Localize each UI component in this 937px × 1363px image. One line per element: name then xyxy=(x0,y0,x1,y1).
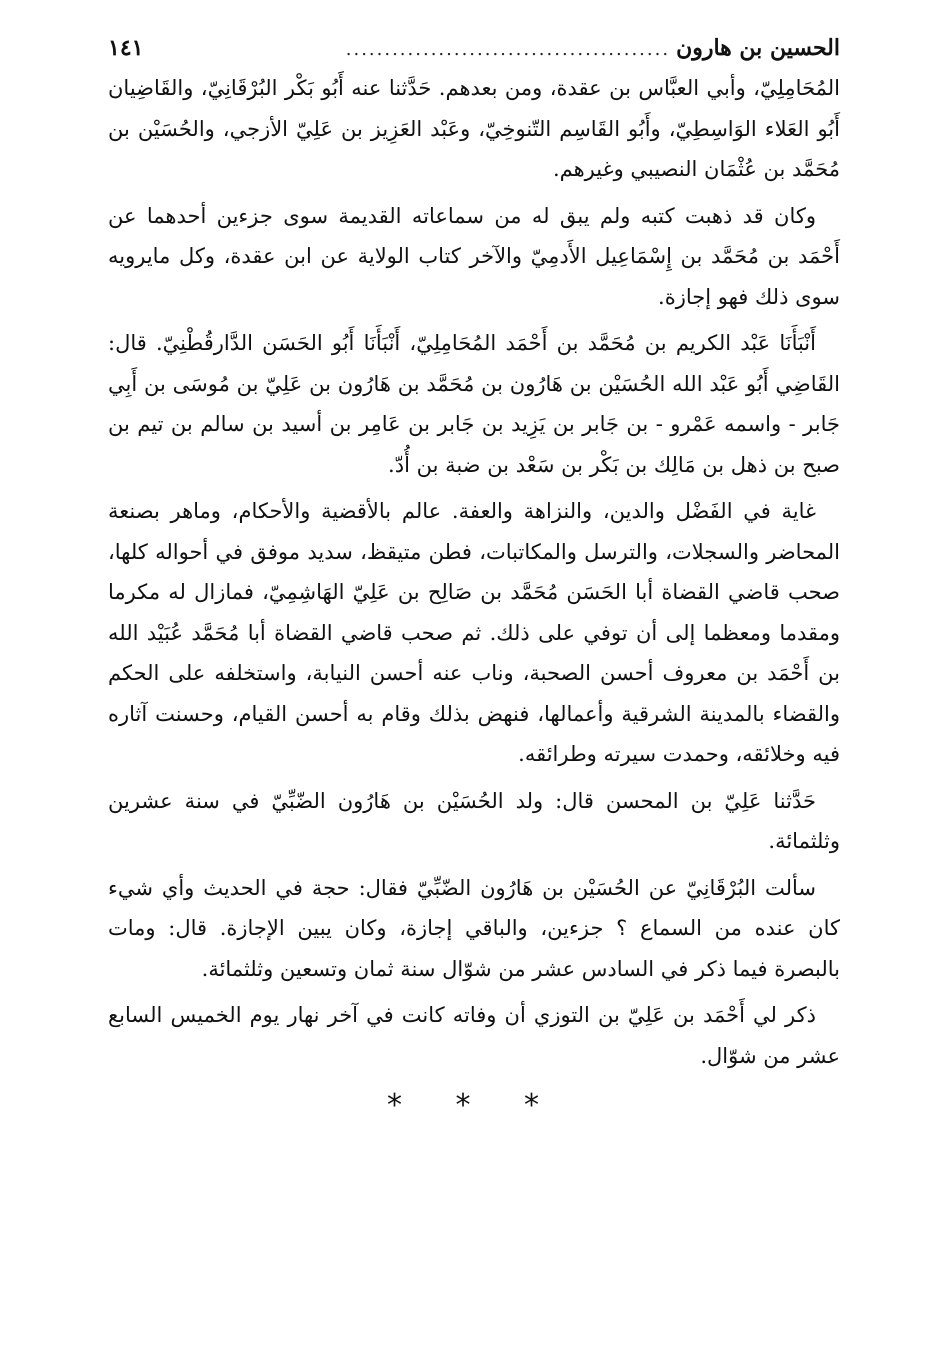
header-title: الحسين بن هارون xyxy=(676,35,840,61)
paragraph-2: وكان قد ذهبت كتبه ولم يبق له من سماعاته القديمة سوى جزءين أحدهما عن أَحْمَد بن مُحَمَّد بن إِسْمَاعِيل الأَدمِيّ والآخر كتاب الولاية عن ابن عقدة، وكل مايرويه سوى ذلك فهو إجازة. xyxy=(108,203,840,309)
paragraph-1: المُحَامِلِيّ، وأبي العبَّاس بن عقدة، ومن بعدهم. حَدَّثنا عنه أَبُو بَكْر البُرْقَانِيّ، والقَاضِيان أَبُو العَلاء الوَاسِطِيّ، وأَبُو القَاسِم التّنوخِيّ، وعَبْد العَزِيز بن عَلِيّ الأزجي، والحُسَيْن بن مُحَمَّد بن عُثْمَان النصيبي وغيرهم. xyxy=(108,76,840,181)
paragraph-5: حَدَّثنا عَلِيّ بن المحسن قال: ولد الحُسَيْن بن هَارُون الضّبِّيّ في سنة عشرين وثلثمائة. xyxy=(108,788,840,853)
paragraph-4: غاية في الفَضْل والدين، والنزاهة والعفة. عالم بالأقضية والأحكام، وماهر بصنعة المحاضر والسجلات، والترسل والمكاتبات، فطن متيقظ، سديد موفق في أحواله كلها، صحب قاضي القضاة أبا الحَسَن مُحَمَّد بن صَالِح بن عَلِيّ الهَاشِمِيّ، فمازال له مكرما ومقدما ومعظما إلى أن توفي على ذلك. ثم صحب قاضي القضاة أبا مُحَمَّد عُبَيْد الله بن أَحْمَد بن معروف أحسن الصحبة، وناب عنه أحسن النيابة، واستخلفه على الحكم والقضاء بالمدينة الشرقية وأعمالها، فنهض بذلك وقام به أحسن القيام، وحسنت آثاره فيه وخلائقه، وحمدت سيرته وطرائقه. xyxy=(108,499,840,766)
running-header xyxy=(108,28,840,68)
page-number: ١٤١ xyxy=(108,35,144,61)
header-leader-dots: .......................................... xyxy=(345,39,671,60)
paragraph-6: سألت البُرْقَانِيّ عن الحُسَيْن بن هَارُون الضّبِّيّ فقال: حجة في الحديث وأي شيء كان عنده من السماع ؟ جزءين، والباقي إجازة، وكان يبين الإجازة. قال: ومات بالبصرة فيما ذكر في السادس عشر من شوّال سنة ثمان وتسعين وثلثمائة. xyxy=(108,875,840,981)
section-separator: * * * xyxy=(386,1088,562,1123)
book-page xyxy=(108,28,840,1123)
paragraph-7: ذكر لي أَحْمَد بن عَلِيّ بن التوزي أن وفاته كانت في آخر نهار يوم الخميس السابع عشر من شوّال. xyxy=(108,1003,840,1068)
paragraph-3: أَنْبَأَنَا عَبْد الكريم بن مُحَمَّد بن أَحْمَد المُحَامِلِيّ، أَنْبَأَنَا أَبُو الحَسَن الدَّارقُطْنِيّ. قال: القَاضِي أَبُو عَبْد الله الحُسَيْن بن هَارُون بن مُحَمَّد بن هَارُون بن عَلِيّ بن مُوسَى بن أَبِي جَابر - واسمه عَمْرو - بن جَابر بن يَزِيد بن جَابر بن عَامِر بن أسيد بن سالم بن تيم بن صبح بن ذهل بن مَالِك بن بَكْر بن سَعْد بن ضبة بن أُدّ. xyxy=(108,331,840,477)
